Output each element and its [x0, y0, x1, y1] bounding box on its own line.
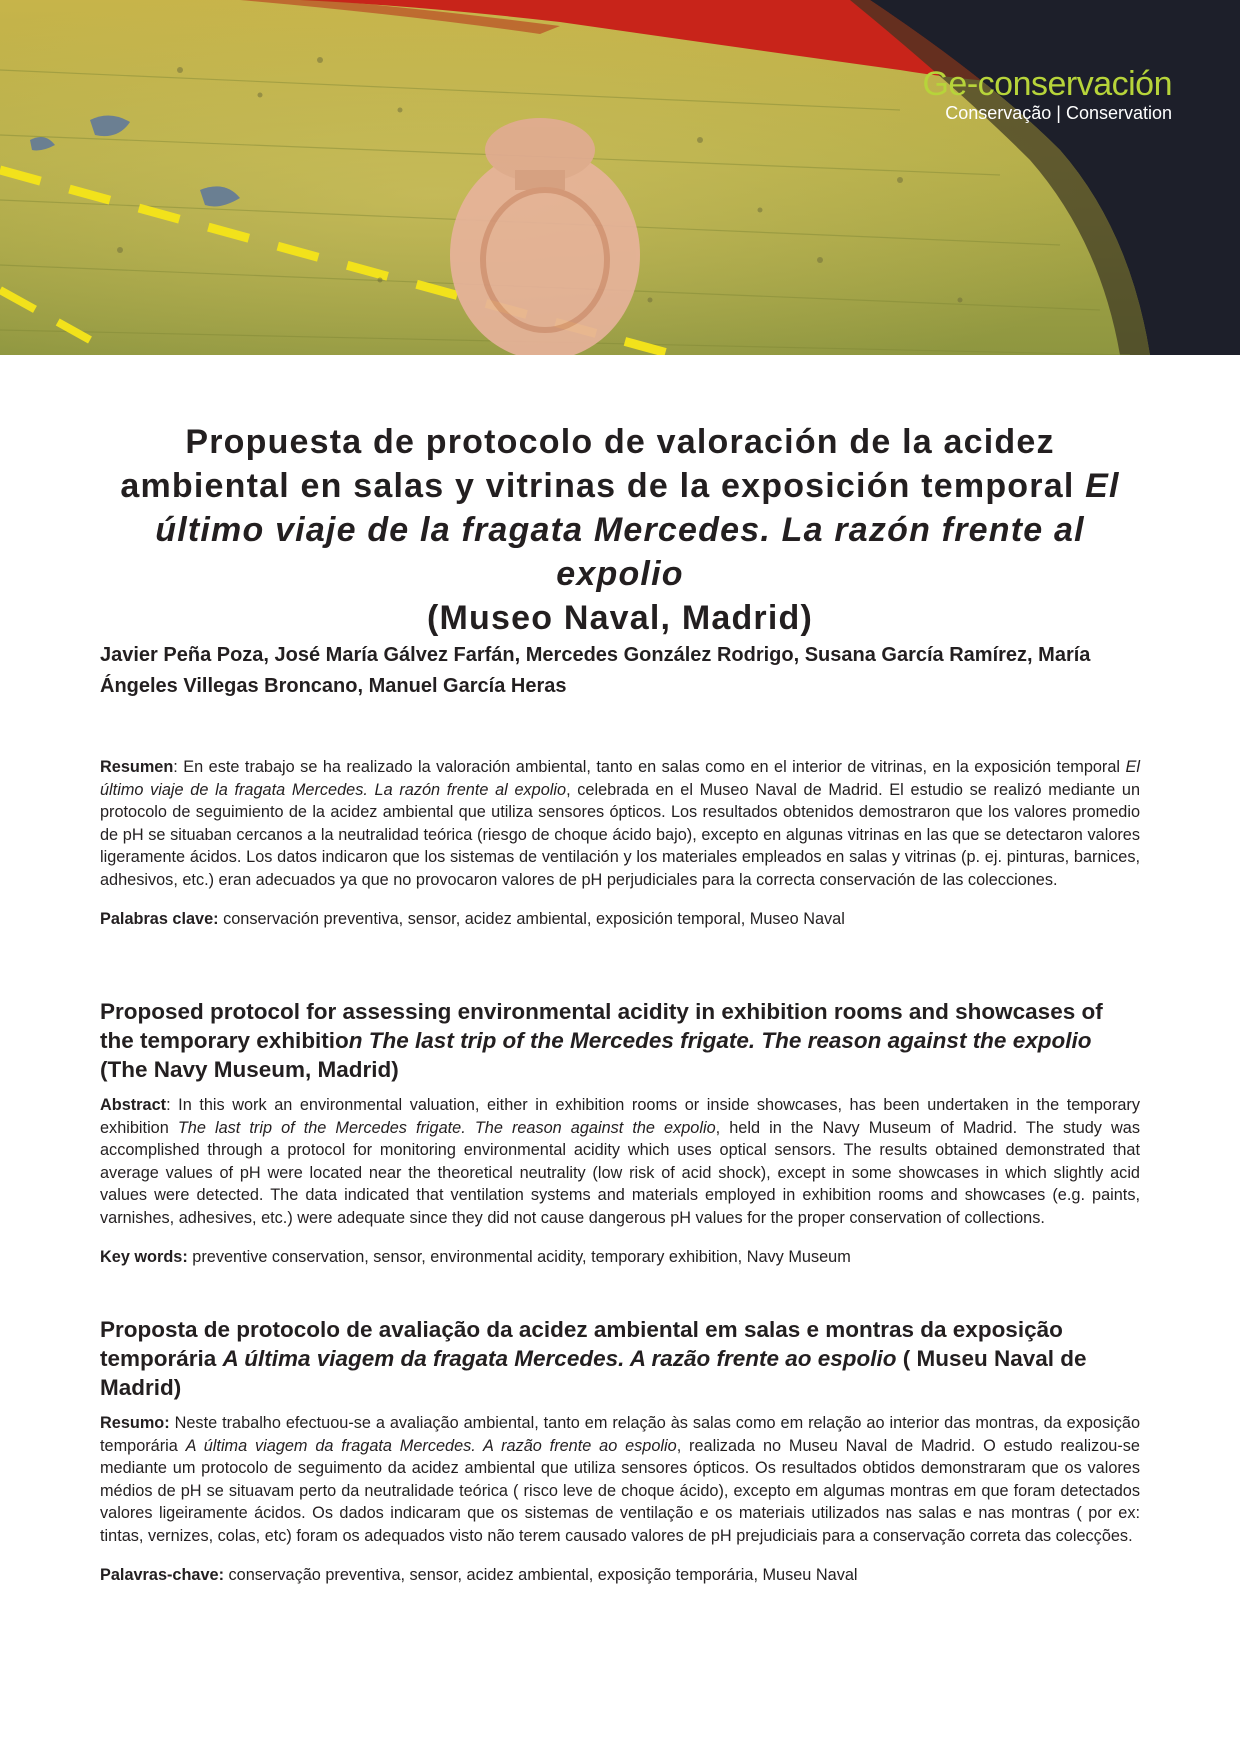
portuguese-title-end: ( Museu Naval de Madrid): [100, 1346, 1087, 1400]
portuguese-abstract-section: [100, 1315, 1140, 1586]
portuguese-abstract-label: Resumo:: [100, 1414, 170, 1432]
article-title-part1: Propuesta de protocolo de valoración de la acidez ambiental en salas y vitrinas de la exposición temporal: [120, 423, 1086, 505]
journal-masthead: [922, 66, 1172, 124]
english-title: [100, 997, 1140, 1084]
english-title-end: (The Navy Museum, Madrid): [100, 1057, 399, 1082]
spanish-keywords-list: conservación preventiva, sensor, acidez ambiental, exposición temporal, Museo Naval: [218, 909, 845, 928]
english-keywords-label: Key words:: [100, 1247, 188, 1266]
spanish-abstract-text: : En este trabajo se ha realizado la valoración ambiental, tanto en salas como en el interior de vitrinas, en la exposición temporal: [173, 758, 1126, 776]
portuguese-keywords: [100, 1564, 1140, 1586]
portuguese-abstract-text-end: , realizada no Museu Naval de Madrid. O estudo realizou-se mediante um protocolo de seguimento da acidez ambiental que utiliza sensores ópticos. Os resultados obtidos demonstraram que os valores médios de pH se situavam perto da neutralidade teórica ( risco leve de choque ácido), excepto em algumas montras em que foram detectados valores ligeiramente ácidos. Os dados indicaram que os sistemas de ventilação e os materiais utilizados nas salas e nas montras ( por ex: tintas, vernizes, colas, etc) foram os adequados visto não terem causado valores de pH prejudiciais para a conservação correta das colecções.: [100, 1436, 1140, 1545]
journal-name: Ge-conservación: [922, 65, 1172, 103]
spanish-abstract-section: [100, 756, 1140, 930]
english-title-text: Proposed protocol for assessing environmental acidity in exhibition rooms and showcases of the temporary exhibitio: [100, 999, 1103, 1053]
english-title-italic: n The last trip of the Mercedes frigate. The reason against the expolio: [348, 1028, 1092, 1053]
english-abstract-section: [100, 997, 1140, 1268]
portuguese-title-italic: A última viagem da fragata Mercedes. A razão frente ao espolio: [222, 1346, 897, 1371]
article-title-italic: El último viaje de la fragata Mercedes. La razón frente al expolio: [155, 467, 1120, 593]
spanish-abstract-italic: El último viaje de la fragata Mercedes. La razón frente al expolio: [100, 758, 1140, 799]
author-list: Javier Peña Poza, José María Gálvez Farfán, Mercedes González Rodrigo, Susana García Ramírez, María Ángeles Villegas Broncano, Manuel García Heras: [100, 644, 1091, 697]
english-abstract: [100, 1094, 1140, 1230]
english-abstract-label: Abstract: [100, 1096, 167, 1114]
spanish-abstract-label: Resumen: [100, 758, 174, 776]
portuguese-abstract-italic: A última viagem da fragata Mercedes. A razão frente ao espolio: [185, 1436, 677, 1455]
english-keywords-list: preventive conservation, sensor, environmental acidity, temporary exhibition, Navy Museum: [187, 1247, 851, 1266]
spanish-abstract-text-end: , celebrada en el Museo Naval de Madrid. El estudio se realizó mediante un protocolo de seguimiento de la acidez ambiental que utiliza sensores ópticos. Los resultados obtenidos demostraron que los valores promedio de pH se situaban cercanos a la neutralidad teórica (riesgo de choque ácido bajo), excepto en algunas vitrinas en las que se detectaron valores ligeramente ácidos. Los datos indicaron que los sistemas de ventilación y los materiales empleados en salas y vitrinas (p. ej. pinturas, barnices, adhesivos, etc.) eran adecuados ya que no provocaron valores de pH perjudiciales para la correcta conservación de las colecciones.: [100, 780, 1140, 889]
english-abstract-text-end: , held in the Navy Museum of Madrid. The study was accomplished through a protocol for monitoring environmental acidity which uses optical sensors. The results obtained demonstrated that average values of pH were located near the theoretical neutrality (low risk of acid shock), except in some showcases in which slightly acid values were detected. The data indicated that ventilation systems and materials employed in exhibition rooms and showcases (e.g. paints, varnishes, adhesives, etc.) were adequate since they did not cause dangerous pH values for the proper conservation of collections.: [100, 1118, 1140, 1227]
article-title: [100, 420, 1140, 640]
spanish-abstract: [100, 756, 1140, 892]
english-keywords: [100, 1246, 1140, 1268]
english-abstract-italic: The last trip of the Mercedes frigate. The reason against the expolio: [177, 1118, 716, 1137]
portuguese-title: [100, 1315, 1140, 1402]
portuguese-title-text: Proposta de protocolo de avaliação da acidez ambiental em salas e montras da exposição temporária: [100, 1317, 1063, 1371]
portuguese-keywords-list: conservação preventiva, sensor, acidez ambiental, exposição temporária, Museu Naval: [224, 1565, 858, 1584]
ship-hull-illustration: [0, 0, 1240, 355]
english-abstract-text: : In this work an environmental valuation, either in exhibition rooms or inside showcases, has been undertaken in the temporary exhibition: [100, 1096, 1140, 1137]
header-banner-photo: [0, 0, 1240, 355]
portuguese-abstract: [100, 1412, 1140, 1548]
article-title-part2: (Museo Naval, Madrid): [426, 599, 814, 637]
portuguese-keywords-label: Palavras-chave:: [100, 1565, 225, 1584]
portuguese-abstract-text: Neste trabalho efectuou-se a avaliação ambiental, tanto em relação às salas como em relação ao interior das montras, da exposição temporária: [100, 1414, 1140, 1455]
spanish-keywords-label: Palabras clave:: [100, 909, 219, 928]
spanish-keywords: [100, 908, 1140, 930]
journal-subtitle: Conservação | Conservation: [945, 103, 1172, 123]
